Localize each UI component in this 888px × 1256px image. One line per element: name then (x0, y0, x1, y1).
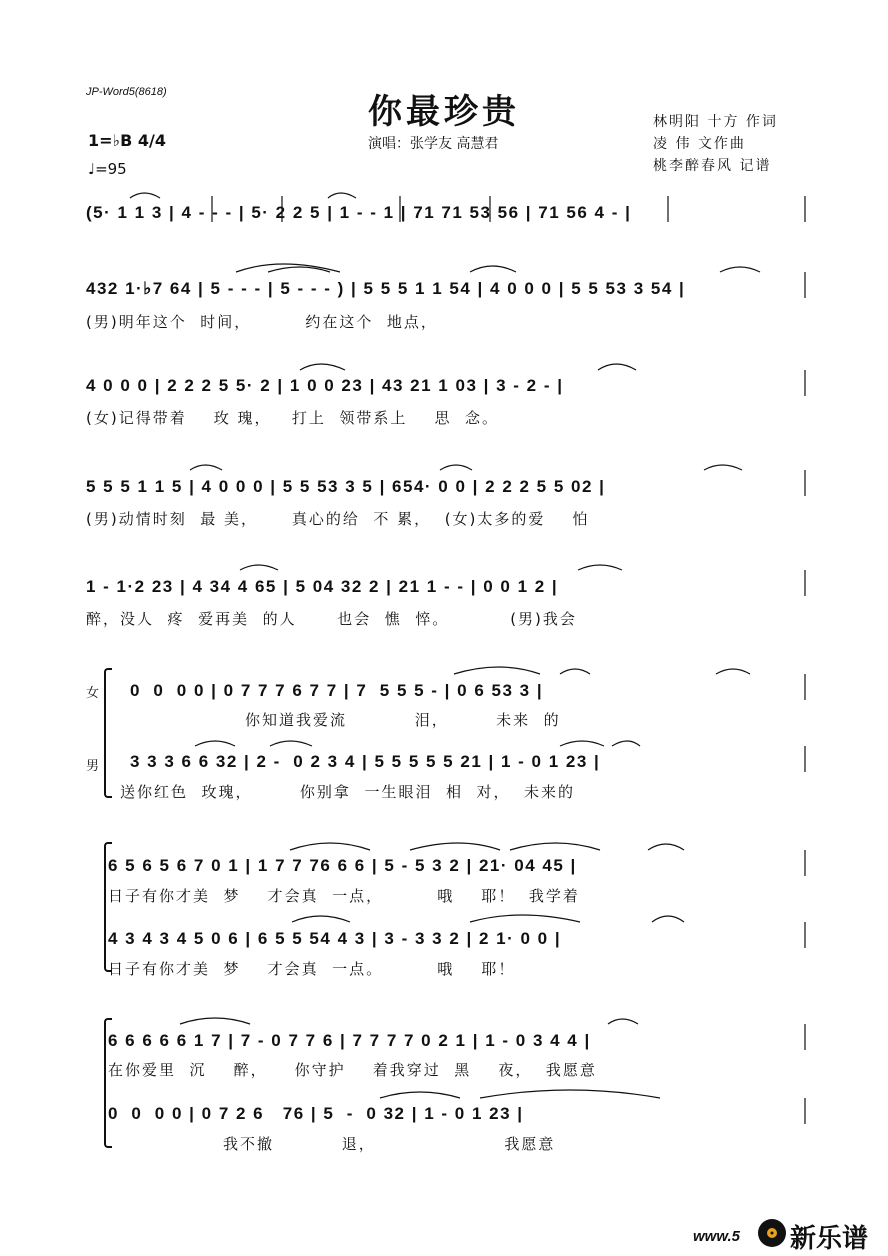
notation-line: 1 - 1·2 23 | 4 34 4 65 | 5 04 32 2 | 21 1 - - | 0 0 1 2 | (86, 577, 559, 596)
lyric-line: (女)记得带着 玫 瑰， 打上 领带系上 思 念。 (86, 409, 499, 427)
slur (290, 843, 370, 850)
slur (270, 741, 312, 746)
record-icon (757, 1218, 787, 1248)
slur (300, 364, 345, 370)
transcriber-credit: 桃李醉春风 记谱 (653, 158, 772, 174)
lyric-line-female: 你知道我爱流 泪， 未来 的 (130, 711, 561, 729)
song-title: 你最珍贵 (368, 92, 520, 132)
slur (470, 915, 580, 922)
slur (720, 267, 760, 272)
notation-line-male: 4 3 4 3 4 5 0 6 | 6 5 5 54 4 3 | 3 - 3 3 2 | 2 1· 0 0 | (108, 929, 562, 948)
slur (598, 364, 636, 370)
slur (480, 1090, 660, 1098)
lyric-line-male: 我不撤 退， 我愿意 (108, 1135, 556, 1153)
lyric-line-male: 日子有你才美 梦 才会真 一点。 哦 耶！ (108, 960, 516, 978)
slur (292, 916, 350, 922)
slur (704, 465, 742, 470)
slur (560, 669, 590, 674)
brand-logo-text: 新乐谱 (790, 1224, 869, 1254)
slur (716, 669, 750, 674)
slur (578, 565, 622, 570)
slur (190, 465, 222, 470)
slur (470, 266, 516, 272)
slur (410, 843, 500, 850)
app-label: JP-Word5(8618) (86, 86, 167, 98)
voice-label-male: 男 (86, 759, 100, 774)
lyricist-credit: 林明阳 十方 作词 (653, 114, 778, 130)
slur (240, 565, 278, 570)
notation-line: 4 0 0 0 | 2 2 2 5 5· 2 | 1 0 0 23 | 43 21 1 03 | 3 - 2 - | (86, 376, 564, 395)
notation-line: 432 1·♭7 64 | 5 - - - | 5 - - - ) | 5 5 5 1 1 54 | 4 0 0 0 | 5 5 53 3 54 | (86, 279, 686, 298)
slur (608, 1019, 638, 1024)
notation-line: (5· 1 1 3 | 4 - - - | 5· 2 2 5 | 1 - - 1 | 71 71 53 56 | 71 56 4 - | (86, 203, 632, 222)
tempo-marking: ♩=95 (88, 160, 127, 178)
key-signature: 1=♭B 4/4 (88, 131, 166, 150)
lyric-line-female: 日子有你才美 梦 才会真 一点， 哦 耶！ 我学着 (108, 887, 580, 905)
notation-line-female: 0 0 0 0 | 0 7 7 7 6 7 7 | 7 5 5 5 - | 0 6 53 3 | (130, 681, 544, 700)
notation-line-female: 6 6 6 6 6 1 7 | 7 - 0 7 7 6 | 7 7 7 7 0 2 1 | 1 - 0 3 4 4 | (108, 1031, 591, 1050)
site-url: www.5 (693, 1228, 740, 1245)
singers: 演唱：张学友 高慧君 (368, 136, 499, 152)
slur (130, 193, 160, 198)
slur (180, 1018, 250, 1024)
composer-credit: 凌 伟 文作曲 (653, 136, 746, 152)
slur (195, 741, 235, 746)
notation-line-male: 3 3 3 6 6 32 | 2 - 0 2 3 4 | 5 5 5 5 5 21 | 1 - 0 1 23 | (130, 752, 601, 771)
slur (328, 193, 356, 198)
notation-line-female: 6 5 6 5 6 7 0 1 | 1 7 7 76 6 6 | 5 - 5 3 2 | 21· 04 45 | (108, 856, 577, 875)
lyric-line-female: 在你爱里 沉 醉， 你守护 着我穿过 黑 夜， 我愿意 (108, 1061, 597, 1079)
lyric-line: (男)明年这个 时间， 约在这个 地点， (86, 313, 438, 331)
notation-line: 5 5 5 1 1 5 | 4 0 0 0 | 5 5 53 3 5 | 654· 0 0 | 2 2 2 5 5 02 | (86, 477, 606, 496)
lyric-line-male: 送你红色 玫瑰， 你别拿 一生眼泪 相 对， 未来的 (120, 783, 576, 801)
lyric-line: 醉，没人 疼 爱再美 的人 也会 憔 悴。 (男)我会 (86, 610, 577, 628)
notation-line-male: 0 0 0 0 | 0 7 2 6 76 | 5 - 0 32 | 1 - 0 1 23 | (108, 1104, 524, 1123)
slur (612, 741, 640, 746)
slur (380, 1092, 460, 1098)
slur (510, 843, 600, 850)
slur (454, 667, 540, 674)
slur (648, 844, 684, 850)
slur (440, 465, 472, 470)
slur (560, 741, 604, 746)
lyric-line: (男)动情时刻 最 美， 真心的给 不 累， (女)太多的爱 怕 (86, 510, 590, 528)
slur (652, 916, 684, 922)
voice-label-female: 女 (86, 686, 100, 701)
